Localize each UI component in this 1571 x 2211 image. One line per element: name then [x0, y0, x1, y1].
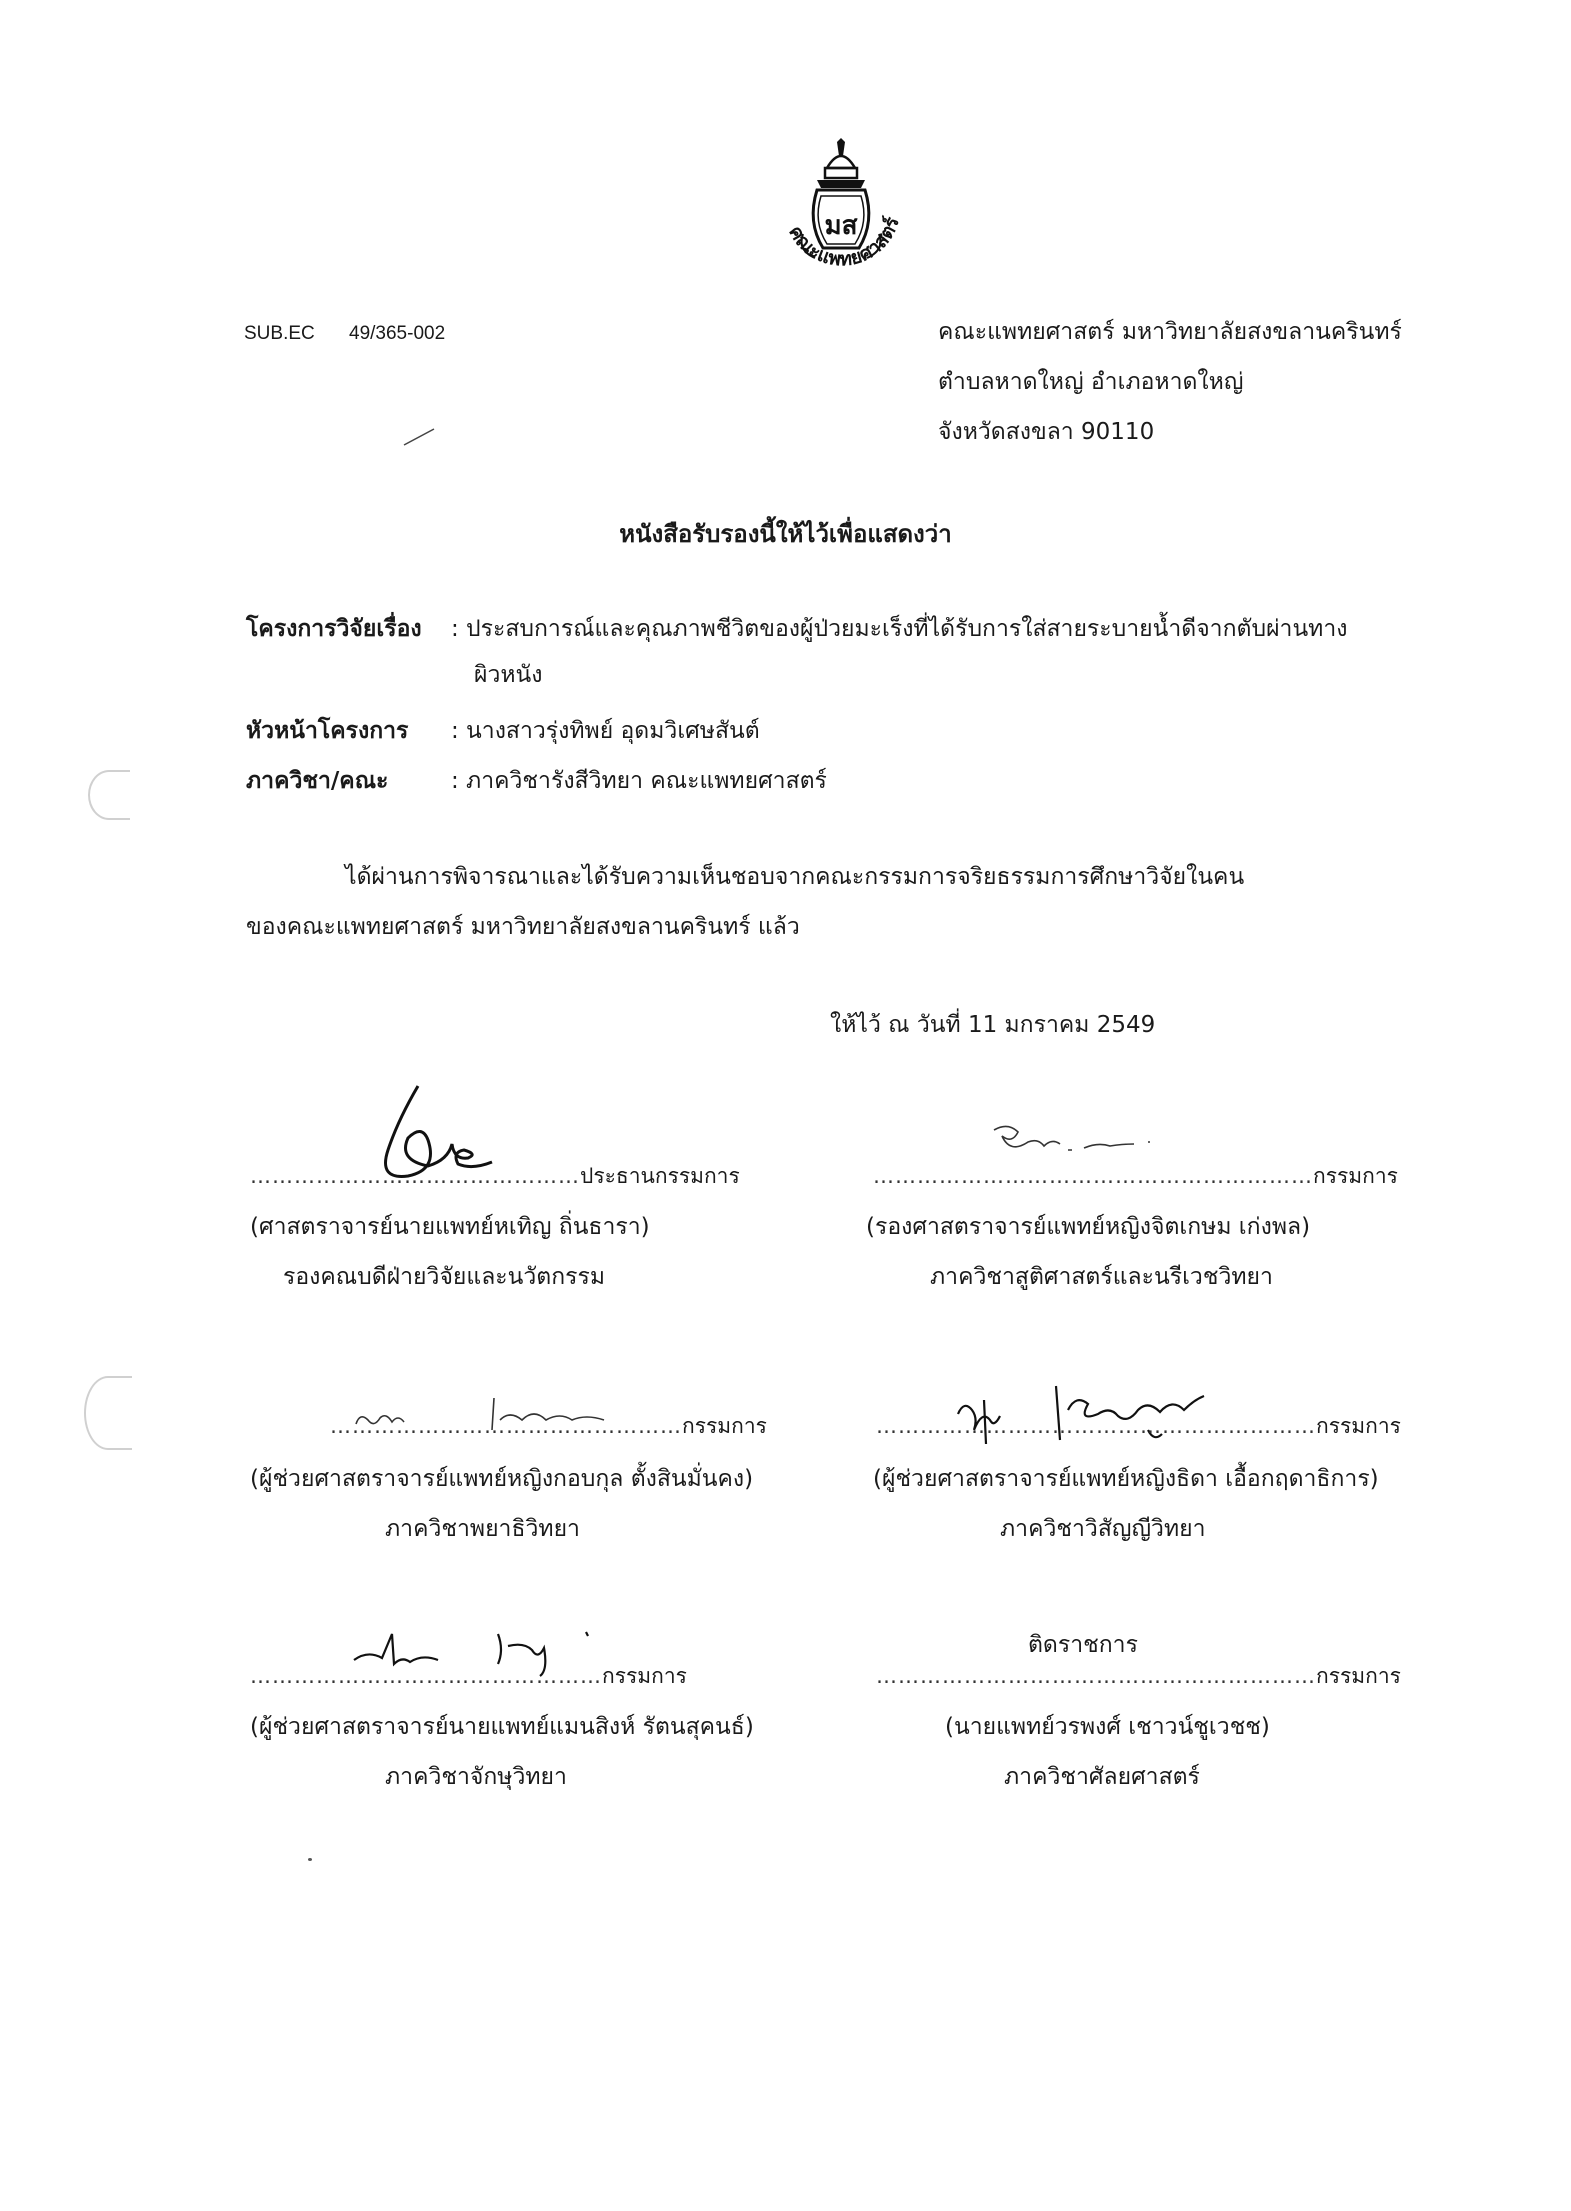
dotted-line: ………………………………………… — [330, 1414, 682, 1438]
signature-member-2 — [988, 1120, 1168, 1170]
reference-code: SUB.EC — [244, 323, 315, 344]
sig-line-chair — [250, 1166, 740, 1187]
position-member-6: ภาควิชาศัลยศาสตร์ — [1004, 1764, 1200, 1790]
paper-speck — [308, 1858, 312, 1861]
department-value: : ภาควิชารังสีวิทยา คณะแพทยศาสตร์ — [451, 768, 827, 794]
position-chair: รองคณบดีฝ่ายวิจัยและนวัตกรรม — [283, 1264, 606, 1290]
role-member-5: กรรมการ — [602, 1664, 687, 1688]
department-label: ภาควิชา/คณะ — [246, 768, 389, 794]
address-line-2: ตำบลหาดใหญ่ อำเภอหาดใหญ่ — [938, 369, 1244, 395]
address-line-3: จังหวัดสงขลา 90110 — [938, 419, 1155, 445]
name-chair: (ศาสตราจารย์นายแพทย์หเทิญ ถิ่นธารา) — [250, 1214, 650, 1240]
name-member-2: (รองศาสตราจารย์แพทย์หญิงจิตเกษม เก่งพล) — [866, 1214, 1311, 1240]
role-member-4: กรรมการ — [1316, 1414, 1401, 1438]
position-member-3: ภาควิชาพยาธิวิทยา — [385, 1516, 580, 1542]
away-on-duty-note: ติดราชการ — [1028, 1632, 1138, 1658]
sig-line-member-5 — [250, 1666, 687, 1687]
role-member-6: กรรมการ — [1316, 1664, 1401, 1688]
dotted-line: ……………………………………… — [250, 1164, 580, 1188]
punch-hole-mark — [84, 1376, 132, 1450]
sig-line-member-6 — [876, 1666, 1401, 1687]
address-line-1: คณะแพทยศาสตร์ มหาวิทยาลัยสงขลานครินทร์ — [938, 319, 1402, 345]
sig-line-member-4 — [876, 1416, 1401, 1437]
approval-text-line-2: ของคณะแพทยศาสตร์ มหาวิทยาลัยสงขลานครินทร์ แล้ว — [246, 914, 800, 940]
reference-number: 49/365-002 — [349, 323, 446, 344]
issue-date: ให้ไว้ ณ วันที่ 11 มกราคม 2549 — [830, 1012, 1156, 1038]
position-member-4: ภาควิชาวิสัญญีวิทยา — [1000, 1516, 1206, 1542]
document-title: หนังสือรับรองนี้ให้ไว้เพื่อแสดงว่า — [619, 520, 952, 548]
project-leader-label: หัวหน้าโครงการ — [246, 718, 409, 744]
name-member-6: (นายแพทย์วรพงศ์ เชาวน์ชูเวชช) — [945, 1714, 1270, 1740]
name-member-5: (ผู้ช่วยศาสตราจารย์นายแพทย์แมนสิงห์ รัตนสุคนธ์) — [250, 1714, 754, 1740]
position-member-2: ภาควิชาสูติศาสตร์และนรีเวชวิทยา — [930, 1264, 1273, 1290]
project-leader-value: : นางสาวรุ่งทิพย์ อุดมวิเศษสันต์ — [451, 718, 760, 744]
position-member-5: ภาควิชาจักษุวิทยา — [385, 1764, 567, 1790]
role-member-2: กรรมการ — [1313, 1164, 1398, 1188]
project-title-value-continued: ผิวหนัง — [474, 662, 543, 688]
dotted-line: …………………………………………………… — [876, 1664, 1316, 1688]
signature-member-4 — [948, 1370, 1258, 1450]
name-member-3: (ผู้ช่วยศาสตราจารย์แพทย์หญิงกอบกุล ตั้งสินมั่นคง) — [250, 1466, 754, 1492]
svg-text:คณะแพทยศาสตร์: คณะแพทยศาสตร์ — [784, 214, 904, 271]
faculty-seal-logo — [757, 138, 927, 308]
stray-pen-mark — [400, 425, 440, 449]
approval-text-line-1: ได้ผ่านการพิจารณาและได้รับความเห็นชอบจากคณะกรรมการจริยธรรมการศึกษาวิจัยในคน — [345, 864, 1245, 890]
dotted-line: ………………………………………… — [250, 1664, 602, 1688]
dotted-line: …………………………………………………… — [873, 1164, 1313, 1188]
project-title-value: : ประสบการณ์และคุณภาพชีวิตของผู้ป่วยมะเร็งที่ได้รับการใส่สายระบายน้ำดีจากตับผ่านทาง — [451, 616, 1348, 642]
dotted-line: …………………………………………………… — [876, 1414, 1316, 1438]
role-member-3: กรรมการ — [682, 1414, 767, 1438]
svg-text:มส: มส — [824, 211, 858, 241]
sig-line-member-3 — [330, 1416, 767, 1437]
name-member-4: (ผู้ช่วยศาสตราจารย์แพทย์หญิงธิดา เอื้อกฤดาธิการ) — [873, 1466, 1379, 1492]
punch-hole-mark — [88, 770, 130, 820]
role-chair: ประธานกรรมการ — [580, 1164, 740, 1188]
sig-line-member-2 — [873, 1166, 1398, 1187]
project-title-label: โครงการวิจัยเรื่อง — [246, 616, 422, 642]
